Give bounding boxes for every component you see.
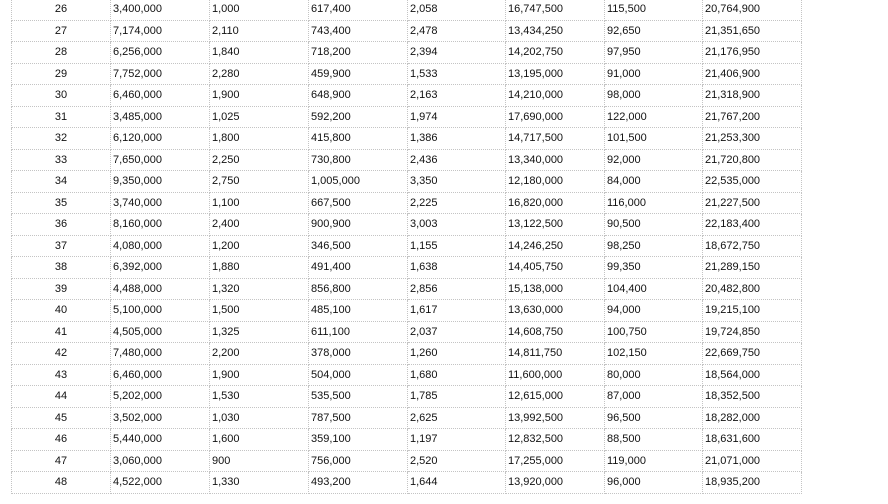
table-cell[interactable]: 1,000 — [210, 0, 309, 20]
table-cell[interactable]: 1,900 — [210, 85, 309, 107]
table-cell[interactable]: 900 — [210, 450, 309, 472]
table-cell[interactable]: 2,394 — [408, 42, 506, 64]
table-cell[interactable]: 17,255,000 — [506, 450, 605, 472]
table-row — [12, 407, 802, 429]
row-index-cell[interactable]: 43 — [12, 364, 111, 386]
table-cell[interactable]: 1,880 — [210, 257, 309, 279]
table-cell[interactable]: 12,180,000 — [506, 171, 605, 193]
table-cell[interactable]: 718,200 — [309, 42, 408, 64]
table-cell[interactable]: 1,200 — [210, 235, 309, 257]
table-cell[interactable]: 5,440,000 — [111, 429, 210, 451]
table-cell[interactable]: 730,800 — [309, 149, 408, 171]
table-row — [12, 20, 802, 42]
table-cell[interactable]: 900,900 — [309, 214, 408, 236]
table-cell[interactable]: 4,505,000 — [111, 321, 210, 343]
table-cell[interactable]: 16,747,500 — [506, 0, 605, 20]
table-cell[interactable]: 22,535,000 — [703, 171, 802, 193]
table-cell[interactable]: 21,227,500 — [703, 192, 802, 214]
row-index-cell[interactable]: 40 — [12, 300, 111, 322]
table-cell[interactable]: 97,950 — [605, 42, 703, 64]
table-cell[interactable]: 21,071,000 — [703, 450, 802, 472]
table-cell[interactable]: 346,500 — [309, 235, 408, 257]
row-index-cell[interactable]: 36 — [12, 214, 111, 236]
table-cell[interactable]: 2,225 — [408, 192, 506, 214]
table-cell[interactable]: 99,350 — [605, 257, 703, 279]
table-cell[interactable]: 18,631,600 — [703, 429, 802, 451]
table-cell[interactable]: 1,617 — [408, 300, 506, 322]
table-cell[interactable]: 1,100 — [210, 192, 309, 214]
table-cell[interactable]: 115,500 — [605, 0, 703, 20]
table-cell[interactable]: 12,615,000 — [506, 386, 605, 408]
table-cell[interactable]: 485,100 — [309, 300, 408, 322]
table-row — [12, 106, 802, 128]
table-cell[interactable]: 15,138,000 — [506, 278, 605, 300]
row-index-cell[interactable]: 42 — [12, 343, 111, 365]
row-index-cell[interactable]: 28 — [12, 42, 111, 64]
table-cell[interactable]: 14,405,750 — [506, 257, 605, 279]
table-cell[interactable]: 1,680 — [408, 364, 506, 386]
table-cell[interactable]: 96,500 — [605, 407, 703, 429]
table-cell[interactable]: 3,485,000 — [111, 106, 210, 128]
table-row — [12, 171, 802, 193]
table-cell[interactable]: 1,325 — [210, 321, 309, 343]
table-cell[interactable]: 6,120,000 — [111, 128, 210, 150]
table-cell[interactable]: 2,750 — [210, 171, 309, 193]
table-cell[interactable]: 1,386 — [408, 128, 506, 150]
table-row — [12, 278, 802, 300]
table-cell[interactable]: 14,608,750 — [506, 321, 605, 343]
table-cell[interactable]: 18,672,750 — [703, 235, 802, 257]
table-cell[interactable]: 378,000 — [309, 343, 408, 365]
row-index-cell[interactable]: 27 — [12, 20, 111, 42]
table-row — [12, 429, 802, 451]
table-cell[interactable]: 1,533 — [408, 63, 506, 85]
table-cell[interactable]: 3,060,000 — [111, 450, 210, 472]
table-cell[interactable]: 2,478 — [408, 20, 506, 42]
table-cell[interactable]: 493,200 — [309, 472, 408, 494]
table-cell[interactable]: 4,522,000 — [111, 472, 210, 494]
table-row — [12, 364, 802, 386]
table-cell[interactable]: 1,644 — [408, 472, 506, 494]
row-index-cell[interactable]: 37 — [12, 235, 111, 257]
table-cell[interactable]: 2,058 — [408, 0, 506, 20]
table-cell[interactable]: 2,200 — [210, 343, 309, 365]
table-row — [12, 450, 802, 472]
table-cell[interactable]: 90,500 — [605, 214, 703, 236]
table-cell[interactable]: 7,480,000 — [111, 343, 210, 365]
table-cell[interactable]: 7,174,000 — [111, 20, 210, 42]
spreadsheet-table — [11, 0, 802, 494]
table-cell[interactable]: 16,820,000 — [506, 192, 605, 214]
table-cell[interactable]: 102,150 — [605, 343, 703, 365]
table-row — [12, 192, 802, 214]
table-row — [12, 386, 802, 408]
table-cell[interactable]: 1,330 — [210, 472, 309, 494]
table-row — [12, 149, 802, 171]
table-cell[interactable]: 2,520 — [408, 450, 506, 472]
table-cell[interactable]: 459,900 — [309, 63, 408, 85]
table-cell[interactable]: 19,215,100 — [703, 300, 802, 322]
table-cell[interactable]: 20,764,900 — [703, 0, 802, 20]
table-row — [12, 85, 802, 107]
table-cell[interactable]: 3,400,000 — [111, 0, 210, 20]
table-cell[interactable]: 94,000 — [605, 300, 703, 322]
table-cell[interactable]: 98,000 — [605, 85, 703, 107]
table-cell[interactable]: 3,350 — [408, 171, 506, 193]
table-body — [12, 0, 802, 493]
table-cell[interactable]: 6,392,000 — [111, 257, 210, 279]
table-cell[interactable]: 1,030 — [210, 407, 309, 429]
table-cell[interactable]: 122,000 — [605, 106, 703, 128]
table-cell[interactable]: 21,720,800 — [703, 149, 802, 171]
table-cell[interactable]: 2,856 — [408, 278, 506, 300]
table-cell[interactable]: 611,100 — [309, 321, 408, 343]
row-index-cell[interactable]: 48 — [12, 472, 111, 494]
table-cell[interactable]: 1,530 — [210, 386, 309, 408]
table-cell[interactable]: 101,500 — [605, 128, 703, 150]
table-cell[interactable]: 6,460,000 — [111, 364, 210, 386]
table-cell[interactable]: 18,935,200 — [703, 472, 802, 494]
table-cell[interactable]: 3,502,000 — [111, 407, 210, 429]
row-index-cell[interactable]: 34 — [12, 171, 111, 193]
table-cell[interactable]: 13,992,500 — [506, 407, 605, 429]
table-row — [12, 300, 802, 322]
table-cell[interactable]: 92,000 — [605, 149, 703, 171]
table-cell[interactable]: 116,000 — [605, 192, 703, 214]
table-cell[interactable]: 17,690,000 — [506, 106, 605, 128]
table-cell[interactable]: 8,160,000 — [111, 214, 210, 236]
table-cell[interactable]: 7,752,000 — [111, 63, 210, 85]
table-row — [12, 0, 802, 20]
table-cell[interactable]: 491,400 — [309, 257, 408, 279]
table-cell[interactable]: 96,000 — [605, 472, 703, 494]
table-cell[interactable]: 756,000 — [309, 450, 408, 472]
table-cell[interactable]: 1,840 — [210, 42, 309, 64]
table-cell[interactable]: 1,197 — [408, 429, 506, 451]
row-index-cell[interactable]: 26 — [12, 0, 111, 20]
table-cell[interactable]: 87,000 — [605, 386, 703, 408]
table-cell[interactable]: 84,000 — [605, 171, 703, 193]
table-cell[interactable]: 88,500 — [605, 429, 703, 451]
table-cell[interactable]: 1,900 — [210, 364, 309, 386]
table-cell[interactable]: 13,340,000 — [506, 149, 605, 171]
row-index-cell[interactable]: 44 — [12, 386, 111, 408]
table-cell[interactable]: 11,600,000 — [506, 364, 605, 386]
table-cell[interactable]: 1,638 — [408, 257, 506, 279]
table-cell[interactable]: 14,811,750 — [506, 343, 605, 365]
table-cell[interactable]: 21,406,900 — [703, 63, 802, 85]
row-index-cell[interactable]: 30 — [12, 85, 111, 107]
table-cell[interactable]: 22,669,750 — [703, 343, 802, 365]
row-index-cell[interactable]: 38 — [12, 257, 111, 279]
table-cell[interactable]: 3,740,000 — [111, 192, 210, 214]
table-cell[interactable]: 1,785 — [408, 386, 506, 408]
table-cell[interactable]: 104,400 — [605, 278, 703, 300]
table-cell[interactable]: 1,600 — [210, 429, 309, 451]
table-cell[interactable]: 2,400 — [210, 214, 309, 236]
table-cell[interactable]: 1,155 — [408, 235, 506, 257]
row-index-cell[interactable]: 47 — [12, 450, 111, 472]
table-cell[interactable]: 2,110 — [210, 20, 309, 42]
row-index-cell[interactable]: 46 — [12, 429, 111, 451]
table-cell[interactable]: 648,900 — [309, 85, 408, 107]
table-cell[interactable]: 1,260 — [408, 343, 506, 365]
row-index-cell[interactable]: 39 — [12, 278, 111, 300]
table-cell[interactable]: 18,564,000 — [703, 364, 802, 386]
table-cell[interactable]: 1,500 — [210, 300, 309, 322]
table-cell[interactable]: 504,000 — [309, 364, 408, 386]
table-cell[interactable]: 6,460,000 — [111, 85, 210, 107]
table-cell[interactable]: 13,434,250 — [506, 20, 605, 42]
table-cell[interactable]: 14,717,500 — [506, 128, 605, 150]
table-cell[interactable]: 21,318,900 — [703, 85, 802, 107]
table-cell[interactable]: 2,163 — [408, 85, 506, 107]
table-cell[interactable]: 5,202,000 — [111, 386, 210, 408]
table-cell[interactable]: 20,482,800 — [703, 278, 802, 300]
table-cell[interactable]: 1,005,000 — [309, 171, 408, 193]
row-index-cell[interactable]: 31 — [12, 106, 111, 128]
table-cell[interactable]: 21,289,150 — [703, 257, 802, 279]
table-cell[interactable]: 21,176,950 — [703, 42, 802, 64]
table-row — [12, 63, 802, 85]
table-cell[interactable]: 5,100,000 — [111, 300, 210, 322]
table-cell[interactable]: 1,025 — [210, 106, 309, 128]
table-cell[interactable]: 2,280 — [210, 63, 309, 85]
table-cell[interactable]: 6,256,000 — [111, 42, 210, 64]
table-cell[interactable]: 787,500 — [309, 407, 408, 429]
table-cell[interactable]: 4,488,000 — [111, 278, 210, 300]
table-cell[interactable]: 21,351,650 — [703, 20, 802, 42]
table-row — [12, 42, 802, 64]
table-cell[interactable]: 1,974 — [408, 106, 506, 128]
table-row — [12, 257, 802, 279]
table-cell[interactable]: 91,000 — [605, 63, 703, 85]
table-cell[interactable]: 14,246,250 — [506, 235, 605, 257]
table-cell[interactable]: 22,183,400 — [703, 214, 802, 236]
table-cell[interactable]: 2,436 — [408, 149, 506, 171]
table-cell[interactable]: 18,282,000 — [703, 407, 802, 429]
table-row — [12, 343, 802, 365]
table-row — [12, 472, 802, 494]
table-cell[interactable]: 21,253,300 — [703, 128, 802, 150]
table-cell[interactable]: 12,832,500 — [506, 429, 605, 451]
table-cell[interactable]: 13,195,000 — [506, 63, 605, 85]
table-cell[interactable]: 18,352,500 — [703, 386, 802, 408]
table-row — [12, 214, 802, 236]
table-cell[interactable]: 80,000 — [605, 364, 703, 386]
table-cell[interactable]: 743,400 — [309, 20, 408, 42]
row-index-cell[interactable]: 35 — [12, 192, 111, 214]
table-cell[interactable]: 100,750 — [605, 321, 703, 343]
table-cell[interactable]: 856,800 — [309, 278, 408, 300]
table-cell[interactable]: 119,000 — [605, 450, 703, 472]
table-cell[interactable]: 19,724,850 — [703, 321, 802, 343]
table-cell[interactable]: 1,800 — [210, 128, 309, 150]
table-cell[interactable]: 13,122,500 — [506, 214, 605, 236]
table-cell[interactable]: 535,500 — [309, 386, 408, 408]
row-index-cell[interactable]: 45 — [12, 407, 111, 429]
table-cell[interactable]: 2,037 — [408, 321, 506, 343]
table-cell[interactable]: 359,100 — [309, 429, 408, 451]
table-cell[interactable]: 14,202,750 — [506, 42, 605, 64]
table-cell[interactable]: 4,080,000 — [111, 235, 210, 257]
table-cell[interactable]: 617,400 — [309, 0, 408, 20]
table-cell[interactable]: 7,650,000 — [111, 149, 210, 171]
table-cell[interactable]: 13,630,000 — [506, 300, 605, 322]
table-cell[interactable]: 667,500 — [309, 192, 408, 214]
table-row — [12, 128, 802, 150]
table-cell[interactable]: 1,320 — [210, 278, 309, 300]
row-index-cell[interactable]: 33 — [12, 149, 111, 171]
table-cell[interactable]: 3,003 — [408, 214, 506, 236]
table-row — [12, 235, 802, 257]
table-cell[interactable]: 592,200 — [309, 106, 408, 128]
table-cell[interactable]: 415,800 — [309, 128, 408, 150]
table-cell[interactable]: 92,650 — [605, 20, 703, 42]
table-row — [12, 321, 802, 343]
row-index-cell[interactable]: 41 — [12, 321, 111, 343]
table-cell[interactable]: 13,920,000 — [506, 472, 605, 494]
table-cell[interactable]: 9,350,000 — [111, 171, 210, 193]
table-cell[interactable]: 21,767,200 — [703, 106, 802, 128]
row-index-cell[interactable]: 32 — [12, 128, 111, 150]
table-cell[interactable]: 98,250 — [605, 235, 703, 257]
table-cell[interactable]: 2,625 — [408, 407, 506, 429]
table-cell[interactable]: 2,250 — [210, 149, 309, 171]
row-index-cell[interactable]: 29 — [12, 63, 111, 85]
table-cell[interactable]: 14,210,000 — [506, 85, 605, 107]
